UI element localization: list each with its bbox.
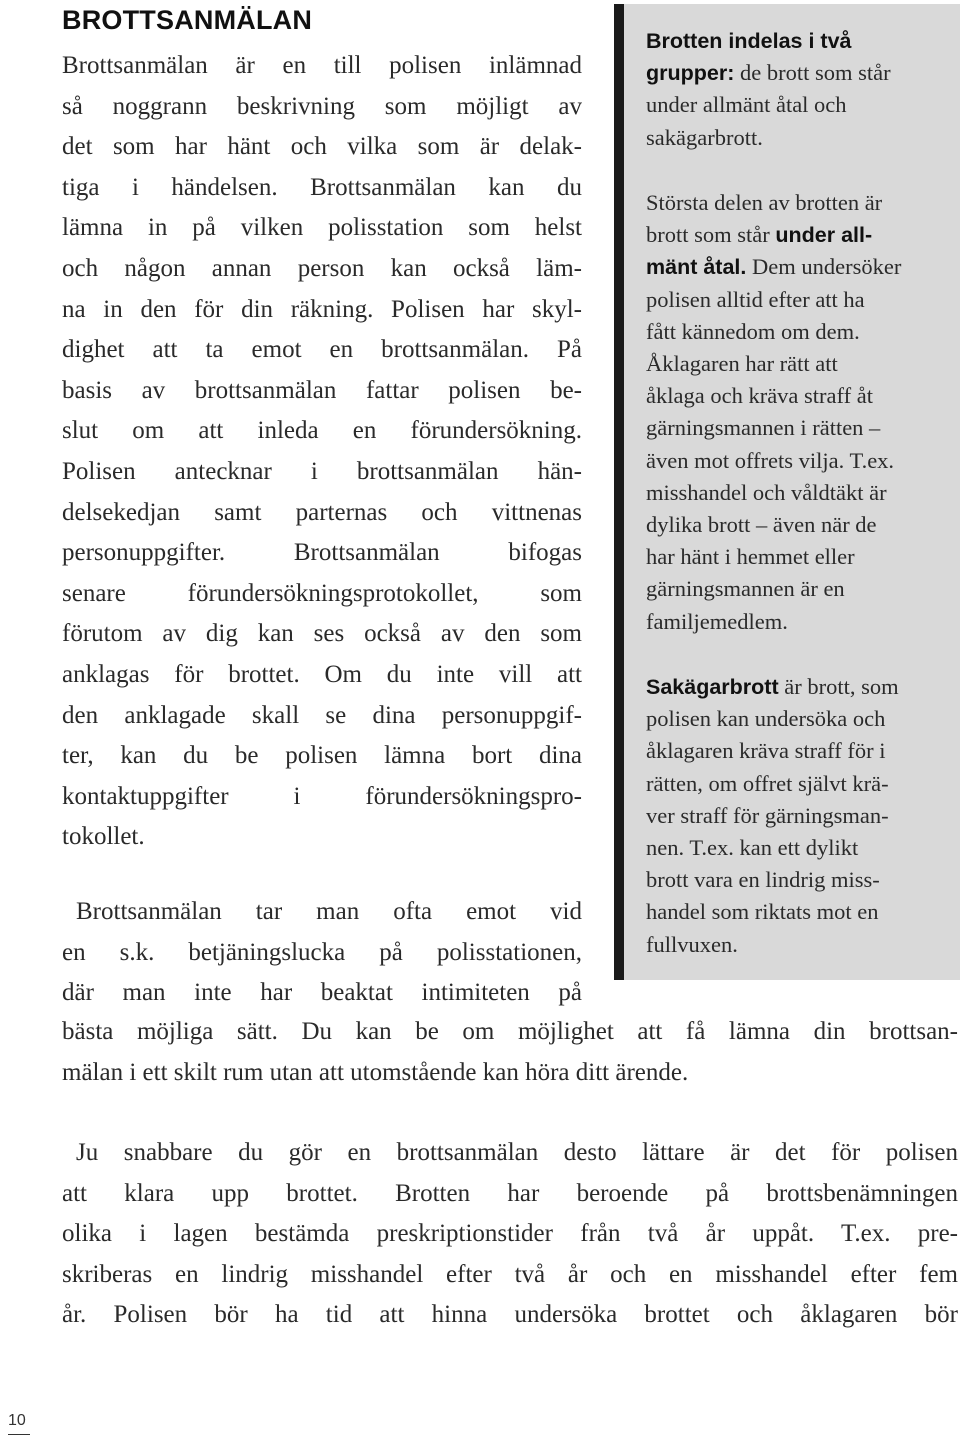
sidebar-text: fullvuxen.: [646, 931, 738, 957]
page-heading: BROTTSANMÄLAN: [62, 5, 313, 35]
sidebar-text: åklagaren kräva straff för i: [646, 738, 886, 764]
text-line: att klara upp brottet. Brotten har beroende på brottsbenämningen: [62, 1179, 958, 1207]
sidebar-text: har hänt i hemmet eller: [646, 544, 855, 570]
sidebar-text: Åklagaren har rätt att: [646, 351, 838, 377]
sidebar-text: brott vara en lindrig miss-: [646, 867, 880, 893]
sidebar-text: nen. T.ex. kan ett dylikt: [646, 835, 859, 861]
sidebar-text: polisen kan undersöka och: [646, 706, 886, 732]
text-line: anklagas för brottet. Om du inte vill att: [62, 660, 582, 688]
sidebar-text: sakägarbrott.: [646, 124, 763, 150]
sidebar-text: gärningsmannen är en: [646, 576, 845, 602]
text-line: där man inte har beaktat intimiteten på: [62, 979, 582, 1007]
text-line: slut om att inleda en förundersökning.: [62, 417, 582, 445]
sidebar-text: familjemedlem.: [646, 608, 788, 634]
sidebar-complainant-offence: [646, 671, 960, 961]
text-line: det som har hänt och vilka som är delak-: [62, 133, 582, 161]
text-line: Ju snabbare du gör en brottsanmälan desto lättare är det för polisen: [76, 1139, 958, 1166]
text-line: och någon annan person kan också läm-: [62, 254, 582, 282]
text-line: förutom av dig kan ses också av den som: [62, 620, 582, 648]
text-line: Brottsanmälan är en till polisen inlämnad: [62, 52, 582, 79]
sidebar-public-prosecution: [646, 187, 960, 638]
text-line: ter, kan du be polisen lämna bort dina: [62, 742, 582, 770]
text-line: den anklagade skall se dina personuppgif-: [62, 701, 582, 729]
sidebar-term-bold: mänt åtal.: [646, 255, 747, 280]
sidebar-text: även mot offrets vilja. T.ex.: [646, 447, 895, 473]
sidebar-text: brott som står: [646, 222, 776, 248]
sidebar-text: polisen alltid efter att ha: [646, 286, 865, 312]
text-line: lämna in på vilken polisstation som helst: [62, 214, 582, 242]
sidebar-text: åklaga och kräva straff åt: [646, 383, 873, 409]
text-line: år. Polisen bör ha tid att hinna undersöka brottet och åklagaren bör: [62, 1301, 958, 1329]
text-line: bästa möjliga sätt. Du kan be om möjlighet att få lämna din brottsan-: [62, 1018, 958, 1045]
sidebar-term-bold: Sakägarbrott: [646, 675, 779, 699]
page-number: 10: [8, 1412, 30, 1435]
text-line: basis av brottsanmälan fattar polisen be-: [62, 376, 582, 404]
sidebar-text: dylika brott – även när de: [646, 512, 877, 538]
sidebar-intro-bold: Brotten indelas i två: [646, 29, 852, 53]
sidebar-text: Dem undersöker: [746, 254, 902, 280]
sidebar-text: fått kännedom om dem.: [646, 318, 860, 344]
sidebar-text: misshandel och våldtäkt är: [646, 479, 887, 505]
text-line: delsekedjan samt parternas och vittnenas: [62, 498, 582, 526]
sidebar-text: under allmänt åtal och: [646, 92, 847, 118]
sidebar-text: Största delen av brotten är: [646, 190, 883, 215]
text-line: tiga i händelsen. Brottsanmälan kan du: [62, 173, 582, 201]
sidebar-info-box: [614, 4, 960, 980]
paragraph-service-counter-continued: [62, 1012, 958, 1093]
sidebar-text: handel som riktats mot en: [646, 899, 879, 925]
text-line: kontaktuppgifter i förundersökningspro-: [62, 782, 582, 810]
text-line: personuppgifter. Brottsanmälan bifogas: [62, 539, 582, 567]
text-line: tokollet.: [62, 823, 145, 851]
sidebar-term-bold: under all-: [775, 223, 873, 248]
text-line: en s.k. betjäningslucka på polisstationen,: [62, 938, 582, 966]
text-line: olika i lagen bestämda preskriptionstider från två år uppåt. T.ex. pre-: [62, 1220, 958, 1248]
sidebar-text: är brott, som: [778, 674, 899, 699]
text-line: na in den för din räkning. Polisen har skyl-: [62, 295, 582, 323]
text-line: dighet att ta emot en brottsanmälan. På: [62, 336, 582, 364]
text-line: senare förundersökningsprotokollet, som: [62, 579, 582, 607]
sidebar-text: gärningsmannen i rätten –: [646, 415, 881, 441]
text-line: mälan i ett skilt rum utan att utomstående kan höra ditt ärende.: [62, 1058, 689, 1086]
sidebar-intro: [646, 25, 960, 154]
text-line: så noggrann beskrivning som möjligt av: [62, 92, 582, 120]
paragraph-service-counter: [62, 892, 582, 1014]
sidebar-intro-bold: grupper:: [646, 61, 735, 86]
paragraph-statute-of-limitations: [62, 1133, 958, 1336]
text-line: Polisen antecknar i brottsanmälan hän-: [62, 457, 582, 485]
sidebar-text: de brott som står: [734, 60, 891, 86]
text-line: skriberas en lindrig misshandel efter två år och en misshandel efter fem: [62, 1260, 958, 1288]
sidebar-text: rätten, om offret självt krä-: [646, 770, 889, 796]
sidebar-text: ver straff för gärningsman-: [646, 802, 889, 828]
text-line: Brottsanmälan tar man ofta emot vid: [76, 898, 582, 925]
paragraph-reporting: [62, 46, 582, 858]
